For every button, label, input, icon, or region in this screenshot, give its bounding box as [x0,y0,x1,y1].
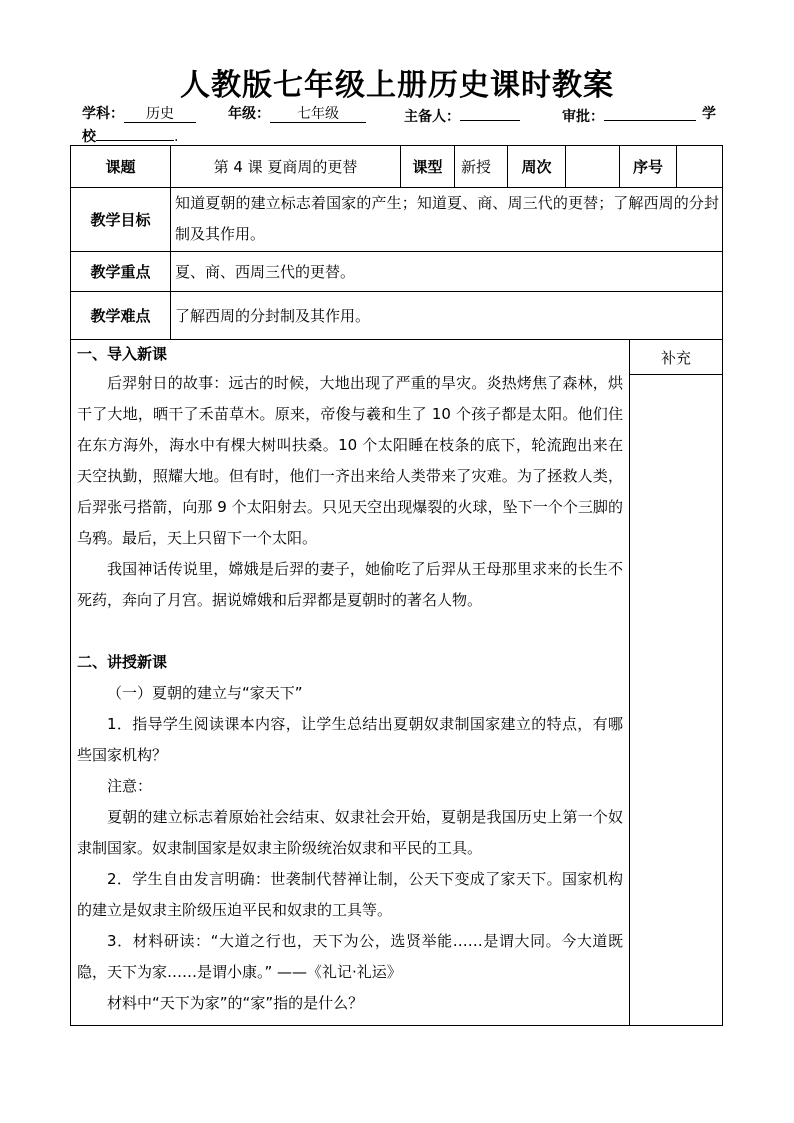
document-title: 人教版七年级上册历史课时教案 [180,68,614,103]
grade-value[interactable]: 七年级 [270,106,366,123]
section1-paragraph: 我国神话传说里，嫦娥是后羿的妻子，她偷吃了后羿从王母那里求来的长生不死药，奔向了月宫。据说嫦娥和后羿都是夏朝时的著名人物。 [77,560,623,609]
spacer [77,616,623,647]
topic-label: 课题 [105,158,136,176]
list-item: 2．学生自由发言明确：世袭制代替禅让制，公天下变成了家天下。国家机构的建立是奴隶主阶级压迫平民和奴隶的工具等。 [77,870,623,919]
note-text: 夏朝的建立标志着原始社会结束、奴隶社会开始，夏朝是我国历史上第一个奴隶制国家。奴隶制国家是奴隶主阶级统治奴隶和平民的工具。 [77,808,623,857]
objectives-text: 知道夏朝的建立标志着国家的产生；知道夏、商、周三代的更替；了解西周的分封制及其作用。 [175,194,719,243]
note-label: 注意： [107,777,153,795]
question-text: 材料中“天下为家”的“家”指的是什么？ [107,994,364,1012]
key-points-text: 夏、商、西周三代的更替。 [175,263,356,281]
approver-label: 审批： [562,109,604,125]
list-item: 1．指导学生阅读课本内容，让学生总结出夏朝奴隶制国家建立的特点，有哪些国家机构？ [77,715,623,764]
difficulties-text: 了解西周的分封制及其作用。 [175,307,371,325]
type-label: 课型 [412,158,443,176]
list-item: 3．材料研读：“大道之行也，天下为公，选贤举能……是谓大同。今大道既隐，天下为家……是谓小康。” ——《礼记·礼运》 [77,932,623,981]
grade-field [228,104,366,124]
week-label: 周次 [521,158,552,176]
school-label-start: 学 [702,106,716,122]
section2-title: 二、讲授新课 [77,653,168,671]
preparer-value[interactable] [460,104,520,121]
subject-label: 学科： [82,106,124,122]
subsection-title: （一）夏朝的建立与“家天下” [107,684,303,702]
section1-title: 一、导入新课 [77,345,168,363]
subject-value[interactable]: 历史 [124,106,196,123]
subject-field [82,104,196,124]
number-label: 序号 [632,158,663,176]
supplement-label: 补充 [660,348,691,367]
number-value[interactable] [677,146,722,187]
week-value[interactable] [566,146,619,187]
section1-paragraph: 后羿射日的故事：远古的时候，大地出现了严重的旱灾。炎热烤焦了森林，烘干了大地，晒干了禾苗草木。原来，帝俊与羲和生了 10 个孩子都是太阳。他们住在东方海外，海水中有棵大树叫扶桑。10 个太阳睡在枝条的底下，轮流跑出来在天空执勤，照耀大地。但有时，他们一齐出来给人类带来了灾难。为了拯救人类，后羿张弓搭箭，向那 9 个太阳射去。只见天空出现爆裂的火球，坠下一个个三脚的乌鸦。最后，天上只留下一个太阳。 [77,374,623,547]
topic-value: 第 4 课 夏商周的更替 [213,158,358,176]
meta-row-2 [82,124,722,147]
objectives-label: 教学目标 [90,211,151,229]
difficulties-label: 教学难点 [90,307,151,325]
supplement-area[interactable] [630,375,722,1025]
school-end-mark: . [174,129,179,145]
meta-row [82,104,722,124]
col-divider [454,146,455,187]
school-value[interactable] [96,124,174,141]
approver-value[interactable] [604,104,696,121]
preparer-label: 主备人： [404,109,460,125]
lesson-content [77,340,623,1019]
lesson-plan-table [70,145,723,1026]
school-label-end: 校 [82,129,96,145]
type-value: 新授 [461,158,492,176]
grade-label: 年级： [228,106,270,122]
key-points-label: 教学重点 [90,263,151,281]
